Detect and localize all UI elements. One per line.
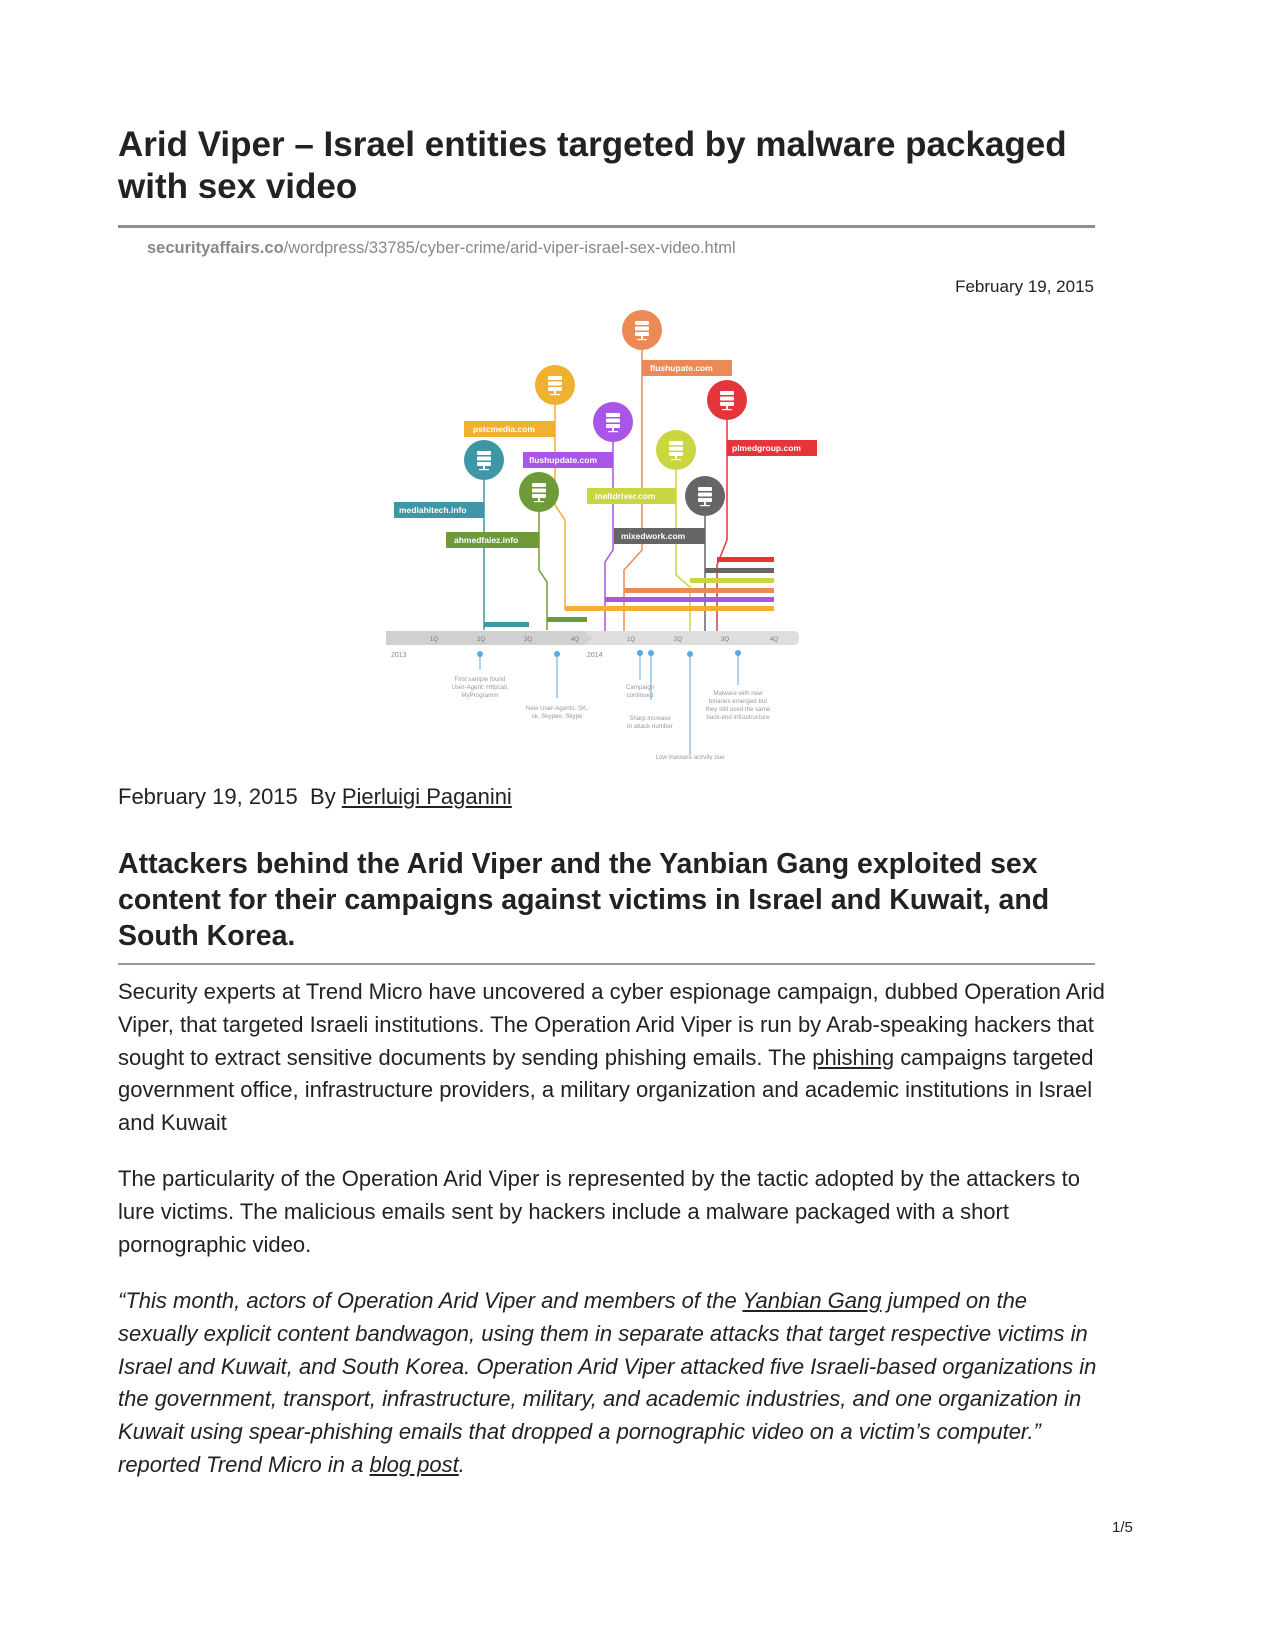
svg-text:sk, Skypee, Skype: sk, Skypee, Skype — [531, 713, 583, 720]
quote-text: . — [458, 1451, 465, 1477]
phishing-link[interactable]: phishing — [812, 1044, 895, 1070]
svg-text:Malware with new: Malware with new — [713, 690, 763, 697]
subheading-divider — [118, 963, 1095, 965]
yanbian-gang-link[interactable]: Yanbian Gang — [742, 1288, 882, 1313]
svg-text:pstcmedia.com: pstcmedia.com — [473, 424, 535, 434]
quote-text: “This month, actors of Operation Arid Viper and members of the — [118, 1288, 743, 1313]
svg-text:binaries emerged but: binaries emerged but — [708, 698, 768, 705]
svg-text:1Q: 1Q — [429, 637, 439, 643]
svg-text:2Q: 2Q — [476, 637, 486, 643]
svg-text:New User-Agents: SK,: New User-Agents: SK, — [526, 705, 588, 712]
svg-text:flushupate.com: flushupate.com — [650, 363, 713, 373]
title-divider — [118, 225, 1095, 228]
source-path: /wordpress/33785/cyber-crime/arid-viper-israel-sex-video.html — [283, 239, 736, 257]
byline-by: By — [310, 784, 336, 809]
svg-text:1Q: 1Q — [626, 637, 636, 643]
svg-text:User-Agent: Httpcall,: User-Agent: Httpcall, — [451, 684, 509, 691]
page-number: 1/5 — [1112, 1519, 1133, 1536]
publish-date: February 19, 2015 — [955, 277, 1094, 296]
svg-text:flushupdate.com: flushupdate.com — [529, 455, 598, 465]
paragraph-text: Security experts at Trend Micro have uncovered a cyber espionage campaign, dubbed Operation Arid Viper, that targeted Israeli institutions. The Operation Arid Viper is run by Arab-speaking hackers that sought to extract sensitive documents by sending phishing emails. The — [118, 979, 1105, 1070]
svg-text:mixedwork.com: mixedwork.com — [621, 531, 686, 541]
byline-date: February 19, 2015 — [118, 784, 298, 809]
svg-text:First sample found: First sample found — [454, 676, 506, 683]
svg-text:Low malware activity due: Low malware activity due — [655, 754, 725, 760]
svg-text:Sharp increase: Sharp increase — [629, 715, 671, 722]
body-paragraph-2: The particularity of the Operation Arid Viper is represented by the tactic adopted by the attackers to lure victims. The malicious emails sent by hackers include a malware packaged with a short pornographic video. — [118, 1166, 1081, 1257]
svg-text:ineltdriver.com: ineltdriver.com — [595, 491, 656, 501]
svg-text:continued: continued — [626, 692, 654, 699]
arid-viper-timeline-infographic — [384, 310, 844, 760]
svg-text:in attack number: in attack number — [627, 723, 673, 730]
article-subheading: Attackers behind the Arid Viper and the Yanbian Gang exploited sex content for their campaigns against victims in Israel and Kuwait, and South Korea. — [118, 848, 1050, 952]
svg-text:back-end infrastructure: back-end infrastructure — [706, 714, 770, 721]
svg-text:2014: 2014 — [587, 652, 603, 659]
author-link[interactable]: Pierluigi Paganini — [341, 784, 512, 809]
quote-paragraph — [118, 1285, 1108, 1482]
quote-text: jumped on the sexually explicit content bandwagon, using them in separate attacks that target respective victims in Israel and Kuwait, and South Korea. Operation Arid Viper attacked five Israeli-based organizations in the government, transport, infrastructure, military, and academic industries, and one organization in Kuwait using spear-phishing emails that dropped a pornographic video on a victim’s computer.” reported Trend Micro in a — [118, 1288, 1097, 1477]
svg-text:ahmedfaiez.info: ahmedfaiez.info — [454, 535, 519, 545]
byline — [118, 784, 512, 810]
svg-text:4Q: 4Q — [570, 637, 580, 643]
svg-text:3Q: 3Q — [523, 637, 533, 643]
body-paragraph-1 — [118, 976, 1108, 1140]
svg-text:4Q: 4Q — [769, 637, 779, 643]
svg-text:2Q: 2Q — [673, 637, 683, 643]
paragraph-text: campaigns targeted government office, infrastructure providers, a military organization and academic institutions in Israel and Kuwait — [118, 1044, 1094, 1136]
source-url[interactable] — [147, 239, 736, 258]
blog-post-link[interactable]: blog post — [369, 1451, 459, 1477]
source-domain: securityaffairs.co — [147, 239, 284, 257]
svg-text:Campaign: Campaign — [625, 684, 655, 691]
svg-text:MyProgramm: MyProgramm — [461, 692, 499, 699]
svg-text:they still used the same: they still used the same — [705, 706, 771, 713]
article-title: Arid Viper – Israel entities targeted by malware packaged with sex video — [118, 125, 1067, 206]
svg-text:3Q: 3Q — [720, 637, 730, 643]
svg-text:mediahitech.info: mediahitech.info — [399, 505, 467, 515]
svg-text:2013: 2013 — [391, 652, 407, 659]
svg-text:plmedgroup.com: plmedgroup.com — [732, 443, 801, 453]
